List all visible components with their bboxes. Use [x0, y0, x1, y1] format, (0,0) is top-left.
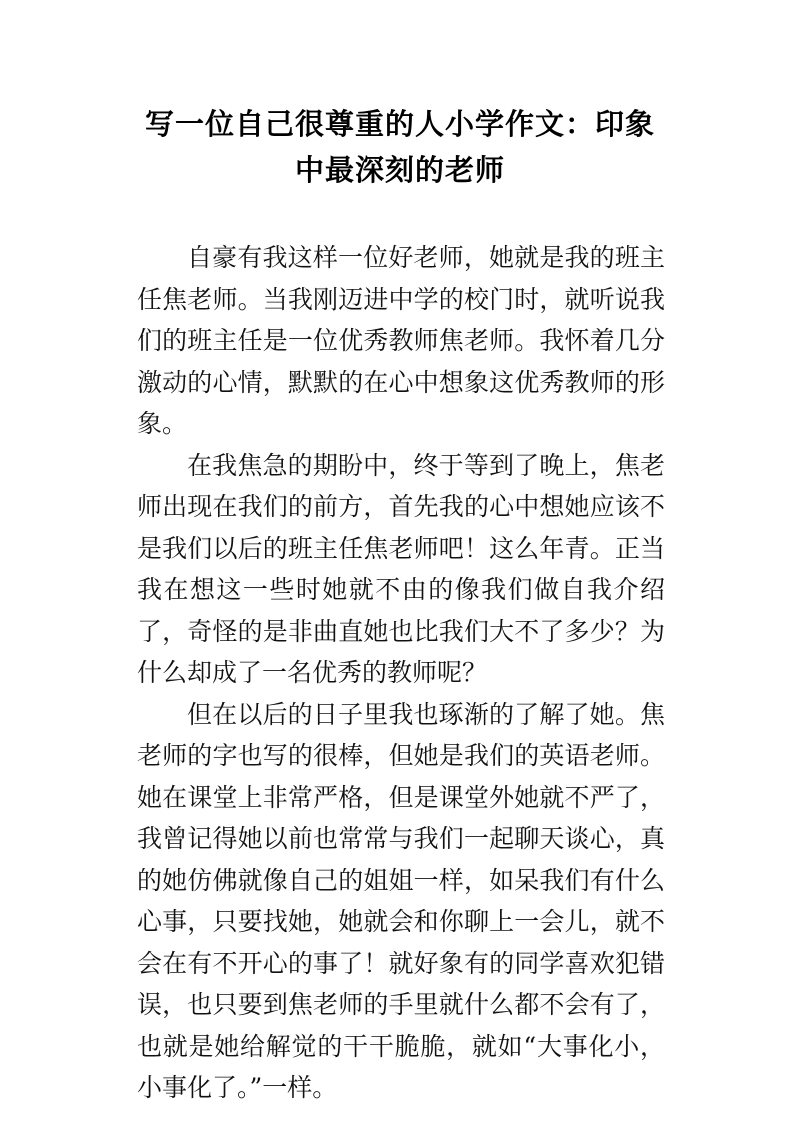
document-body: [137, 237, 665, 1109]
paragraph-1: 自豪有我这样一位好老师，她就是我的班主任焦老师。当我刚迈进中学的校门时，就听说我们的班主任是一位优秀教师焦老师。我怀着几分激动的心情，默默的在心中想象这优秀教师的形象。: [137, 243, 665, 438]
document-title: 写一位自己很尊重的人小学作文：印象中最深刻的老师: [144, 107, 655, 187]
paragraph-2: 在我焦急的期盼中，终于等到了晚上，焦老师出现在我们的前方，首先我的心中想她应该不是我们以后的班主任焦老师吧！这么年青。正当我在想这一些时她就不由的像我们做自我介绍了，奇怪的是非曲直她也比我们大不了多少？为什么却成了一名优秀的教师呢？: [137, 450, 665, 687]
paragraph-3: 但在以后的日子里我也琢渐的了解了她。焦老师的字也写的很棒，但她是我们的英语老师。她在课堂上非常严格，但是课堂外她就不严了，我曾记得她以前也常常与我们一起聊天谈心，真的她仿佛就像自己的姐姐一样，如呆我们有什么心事，只要找她，她就会和你聊上一会儿，就不会在有不开心的事了！就好象有的同学喜欢犯错误，也只要到焦老师的手里就什么都不会有了，也就是她给解觉的干干脆脆，就如“大事化小，小事化了。”一样。: [137, 699, 665, 1102]
